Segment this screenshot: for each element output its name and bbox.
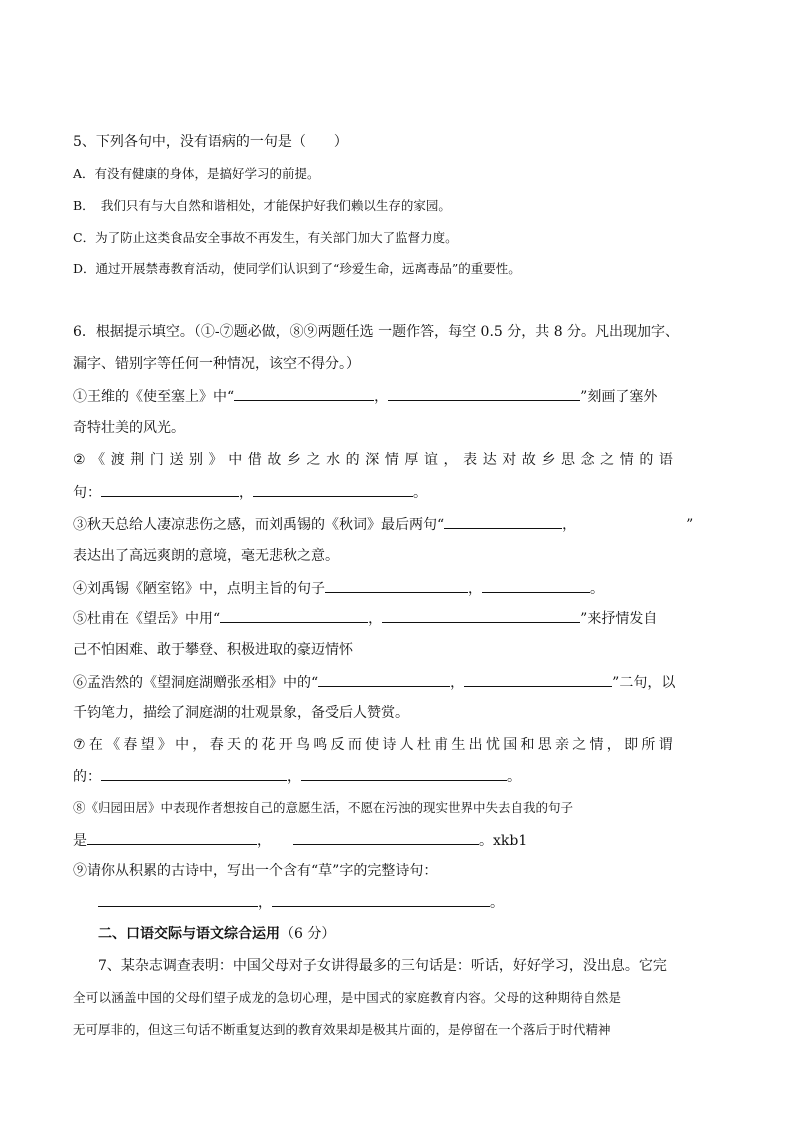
item7-char: 杜	[416, 737, 431, 753]
item7-char: 花	[261, 737, 276, 753]
item9-blank-1	[98, 892, 258, 907]
section2-score: （6 分）	[280, 926, 336, 942]
item8-blank-1	[87, 830, 257, 845]
q5-option-d: D．通过开展禁毒教育活动，使同学们认识到了“珍爱生命，远离毒品”的重要性。	[73, 261, 521, 276]
item2-char: 门	[149, 452, 164, 468]
q5-stem: 5、下列各句中，没有语病的一句是（ ）	[73, 134, 348, 150]
item7-char: 在	[88, 737, 103, 753]
item7-char: 即	[624, 737, 639, 753]
q6-item7-line1	[73, 735, 673, 755]
item2-char: 之	[306, 452, 321, 468]
item8-prefix: 是	[73, 833, 87, 849]
item3-comma: ，	[562, 517, 577, 533]
item7-char: 望	[140, 737, 155, 753]
item7-char: 鸣	[313, 737, 328, 753]
item7-char: 思	[537, 737, 552, 753]
item6-comma: ，	[450, 675, 465, 691]
q7-line2-text: 全可以涵盖中国的父母们望子成龙的急切心理，是中国式的家庭教育内容。父母的这种期待自然是	[73, 990, 622, 1005]
item2-char: 情	[384, 452, 399, 468]
q6-item8-line2	[73, 830, 527, 851]
item2-char: 语	[658, 452, 673, 468]
item4-period: 。	[590, 581, 604, 597]
item7-period: 。	[507, 769, 521, 785]
section2-title: 二、口语交际与语文综合运用	[98, 926, 280, 942]
item7-char: 天	[226, 737, 241, 753]
item3-prefix: ③秋天总给人凄凉悲伤之感，而刘禹锡的《秋词》最后两句“	[73, 517, 445, 533]
item2-char: 渡	[110, 452, 125, 468]
item3-blank-1	[444, 514, 562, 529]
item2-char: 思	[561, 452, 576, 468]
item5-blank-1	[220, 608, 368, 623]
item2-char: 念	[580, 452, 595, 468]
item2-char: 情	[619, 452, 634, 468]
item2-char: 》	[208, 452, 223, 468]
item7-prefix: 的：	[73, 769, 101, 785]
q6-item3-cont: 表达出了高远爽朗的意境，毫无悲秋之意。	[73, 548, 339, 564]
item1-blank-2	[388, 386, 580, 401]
section2-heading	[98, 924, 335, 944]
q5-option-c: C．为了防止这类食品安全事故不再发生，有关部门加大了监督力度。	[73, 230, 458, 245]
item7-comma: ，	[287, 769, 301, 785]
q5-option-b: B． 我们只有与大自然和谐相处，才能保护好我们赖以生存的家园。	[73, 198, 451, 213]
item1-blank-1	[234, 386, 374, 401]
item7-char: 甫	[434, 737, 449, 753]
item2-char: 故	[521, 452, 536, 468]
q6-item7-line2	[73, 766, 521, 787]
item2-blank-1	[101, 482, 239, 497]
item7-char: 忧	[485, 737, 500, 753]
item7-char: 的	[244, 737, 259, 753]
item1-comma: ，	[374, 389, 389, 405]
item4-blank-1	[325, 578, 468, 593]
item4-blank-2	[482, 578, 590, 593]
q6-item2-line2	[73, 482, 427, 503]
item7-char: 鸟	[296, 737, 311, 753]
item2-char: 《	[91, 452, 106, 468]
item7-char: ，	[192, 737, 207, 753]
item4-comma: ，	[468, 581, 482, 597]
q7-line1: 7、某杂志调查表明：中国父母对子女讲得最多的三句话是：听话，好好学习，没出息。它完	[98, 958, 667, 974]
item2-prefix: 句：	[73, 485, 101, 501]
q6-intro-line2: 漏字、错别字等任何一种情况，该空不得分。）	[73, 356, 360, 372]
item7-char: 诗	[382, 737, 397, 753]
item8-comma: ，	[257, 833, 271, 849]
item2-char: 借	[247, 452, 262, 468]
item7-char: 和	[520, 737, 535, 753]
item7-char: 情	[589, 737, 604, 753]
item7-char: ⑦	[73, 737, 86, 753]
item7-char: 春	[209, 737, 224, 753]
item7-blank-1	[101, 766, 287, 781]
item5-comma: ，	[368, 611, 383, 627]
item2-period: 。	[413, 485, 427, 501]
q5-option-a: A．有没有健康的身体，是搞好学习的前提。	[73, 166, 320, 181]
item5-prefix: ⑤杜甫在《望岳》中用“	[73, 611, 221, 627]
item7-char: 开	[278, 737, 293, 753]
item3-suffix: ”	[686, 517, 694, 533]
item2-char: 送	[169, 452, 184, 468]
item6-blank-1	[318, 672, 450, 687]
item7-char: 春	[123, 737, 138, 753]
item7-char: 谓	[658, 737, 673, 753]
item2-char: 荆	[130, 452, 145, 468]
item7-char: 人	[399, 737, 414, 753]
item7-char: 中	[175, 737, 190, 753]
item9-comma: ，	[258, 895, 272, 911]
q6-item9-line2	[98, 892, 504, 913]
item2-char: 厚	[404, 452, 419, 468]
q6-item5-cont: 己不怕困难、敢于攀登、积极进取的豪迈情怀	[73, 642, 353, 658]
q6-item8-line1: ⑧《归园田居》中表现作者想按自己的意愿生活，不愿在污浊的现实世界中失去自我的句子	[73, 800, 574, 815]
q6-item1-cont: 奇特壮美的风光。	[73, 420, 185, 436]
item6-suffix: ”二句，以	[612, 675, 676, 691]
item2-char: 水	[326, 452, 341, 468]
item2-char: 故	[267, 452, 282, 468]
item7-char: 生	[451, 737, 466, 753]
item8-blank-2	[293, 830, 479, 845]
item7-char: 之	[572, 737, 587, 753]
item7-char: 亲	[555, 737, 569, 753]
item7-char: ，	[606, 737, 621, 753]
item7-char: 《	[106, 737, 121, 753]
q6-item5	[73, 608, 657, 629]
q6-item6-cont: 千钧笔力，描绘了洞庭湖的壮观景象，备受后人赞赏。	[73, 705, 409, 721]
item7-char: 而	[347, 737, 362, 753]
item2-char: 别	[189, 452, 204, 468]
item2-char: ，	[443, 452, 458, 468]
item7-char: 反	[330, 737, 345, 753]
item2-char: 乡	[541, 452, 556, 468]
q7-line2	[73, 988, 673, 1008]
item7-blank-2	[301, 766, 507, 781]
item5-blank-2	[382, 608, 580, 623]
item2-blank-2	[253, 482, 413, 497]
item7-char: 所	[641, 737, 656, 753]
q6-item4	[73, 578, 604, 599]
item2-char: 的	[639, 452, 654, 468]
item2-char: 之	[600, 452, 615, 468]
item8-suffix: 。xkb1	[479, 833, 528, 849]
item9-blank-2	[272, 892, 490, 907]
item7-char: 出	[468, 737, 483, 753]
item2-char: 对	[502, 452, 517, 468]
q6-item2-line1	[73, 450, 673, 470]
item2-char: 达	[482, 452, 497, 468]
item2-char: 乡	[286, 452, 301, 468]
q7-line3: 无可厚非的，但这三句话不断重复达到的教育效果却是极其片面的，是停留在一个落后于时代精神	[73, 1022, 611, 1037]
item1-prefix: ①王维的《使至塞上》中“	[73, 389, 235, 405]
item2-comma: ，	[239, 485, 253, 501]
item4-prefix: ④刘禹锡《陋室铭》中，点明主旨的句子	[73, 581, 325, 597]
item1-suffix: ”刻画了塞外	[580, 389, 658, 405]
item2-char: ②	[73, 452, 86, 468]
q6-intro-line1: 6．根据提示填空。（①-⑦题必做，⑧⑨两题任选 一题作答，每空 0.5 分，共 8 分。凡出现加字、	[73, 324, 680, 340]
q6-item6	[73, 672, 675, 693]
item7-char: 》	[157, 737, 172, 753]
item6-blank-2	[464, 672, 612, 687]
item2-char: 的	[345, 452, 360, 468]
q6-item1	[73, 386, 657, 407]
q6-item3	[73, 514, 693, 535]
item6-prefix: ⑥孟浩然的《望洞庭湖赠张丞相》中的“	[73, 675, 319, 691]
item2-char: 中	[228, 452, 243, 468]
item2-char: 表	[463, 452, 478, 468]
item5-suffix: ”来抒情发自	[580, 611, 658, 627]
item2-char: 深	[365, 452, 380, 468]
item2-char: 谊	[423, 452, 438, 468]
item7-char: 国	[503, 737, 518, 753]
item7-char: 使	[365, 737, 380, 753]
item9-period: 。	[490, 895, 504, 911]
q6-item9-line1: ⑨请你从积累的古诗中，写出一个含有“草”字的完整诗句：	[73, 863, 438, 879]
